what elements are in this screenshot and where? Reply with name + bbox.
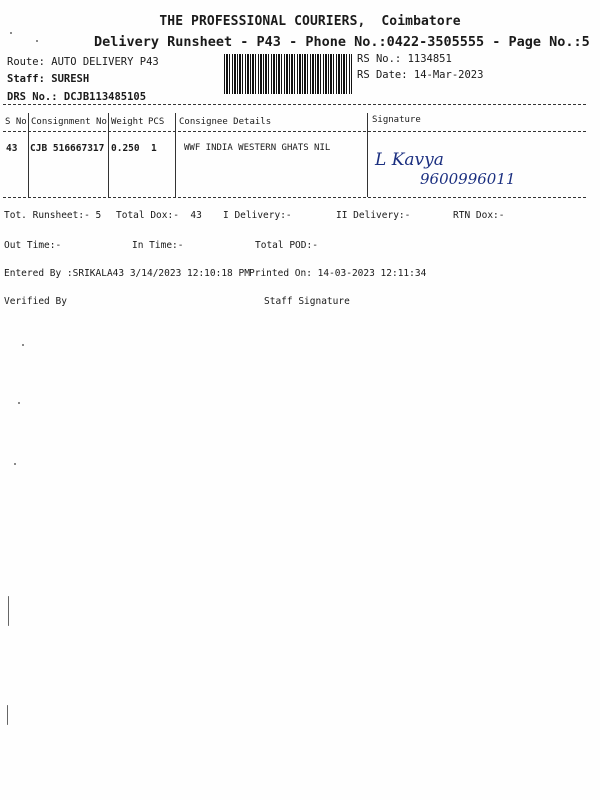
verified-by: Verified By bbox=[4, 296, 67, 307]
company-city: Coimbatore bbox=[381, 14, 461, 29]
rs-number: RS No.: 1134851 bbox=[357, 53, 452, 65]
company-header bbox=[0, 14, 600, 29]
total-pod: Total POD:- bbox=[255, 240, 318, 251]
runsheet-title: Delivery Runsheet - P43 - Phone No.:0422-3505555 - Page No.:5 bbox=[94, 34, 590, 50]
drs-number: DRS No.: DCJB113485105 bbox=[7, 91, 147, 103]
company-name: THE PROFESSIONAL COURIERS, bbox=[159, 14, 366, 29]
col-header-pcs: PCS bbox=[148, 117, 165, 127]
row-consignment-no: CJB 516667317 bbox=[30, 143, 105, 154]
col-header-consignment: Consignment No bbox=[31, 117, 107, 127]
table-top-rule bbox=[3, 104, 586, 105]
total-runsheet: Tot. Runsheet:- 5 bbox=[4, 210, 102, 221]
scan-speck bbox=[8, 596, 9, 626]
staff-signature: Staff Signature bbox=[264, 296, 350, 307]
scan-speck bbox=[36, 40, 38, 42]
scan-speck bbox=[18, 402, 20, 404]
col-header-weight: Weight bbox=[111, 117, 144, 127]
scan-speck bbox=[7, 705, 8, 725]
rs-date: RS Date: 14-Mar-2023 bbox=[357, 69, 484, 81]
in-time: In Time:- bbox=[132, 240, 184, 251]
row-consignee: WWF INDIA WESTERN GHATS NIL bbox=[184, 143, 331, 153]
i-delivery: I Delivery:- bbox=[223, 210, 292, 221]
entered-by: Entered By :SRIKALA43 3/14/2023 12:10:18 PM bbox=[4, 268, 250, 279]
out-time: Out Time:- bbox=[4, 240, 62, 251]
scan-speck bbox=[10, 32, 12, 34]
row-sno: 43 bbox=[6, 143, 18, 154]
total-dox: Total Dox:- 43 bbox=[116, 210, 202, 221]
scan-speck bbox=[22, 344, 24, 346]
table-divider bbox=[108, 113, 109, 197]
row-pcs: 1 bbox=[151, 143, 157, 154]
handwritten-signature: L Kavya bbox=[375, 150, 444, 170]
ii-delivery: II Delivery:- bbox=[336, 210, 411, 221]
table-bottom-rule bbox=[3, 197, 586, 198]
barcode bbox=[224, 54, 352, 94]
col-header-sno: S No bbox=[5, 117, 27, 127]
scan-speck bbox=[14, 463, 16, 465]
col-header-signature: Signature bbox=[372, 115, 421, 125]
table-header-rule bbox=[3, 131, 586, 132]
handwritten-phone: 9600996011 bbox=[420, 170, 516, 188]
table-divider bbox=[367, 113, 368, 197]
rtn-dox: RTN Dox:- bbox=[453, 210, 505, 221]
col-header-consignee: Consignee Details bbox=[179, 117, 272, 127]
route-label: Route: AUTO DELIVERY P43 bbox=[7, 56, 159, 68]
staff-label: Staff: SURESH bbox=[7, 73, 90, 85]
table-divider bbox=[28, 113, 29, 197]
row-weight: 0.250 bbox=[111, 143, 140, 154]
printed-on: Printed On: 14-03-2023 12:11:34 bbox=[249, 268, 427, 279]
table-divider bbox=[175, 113, 176, 197]
